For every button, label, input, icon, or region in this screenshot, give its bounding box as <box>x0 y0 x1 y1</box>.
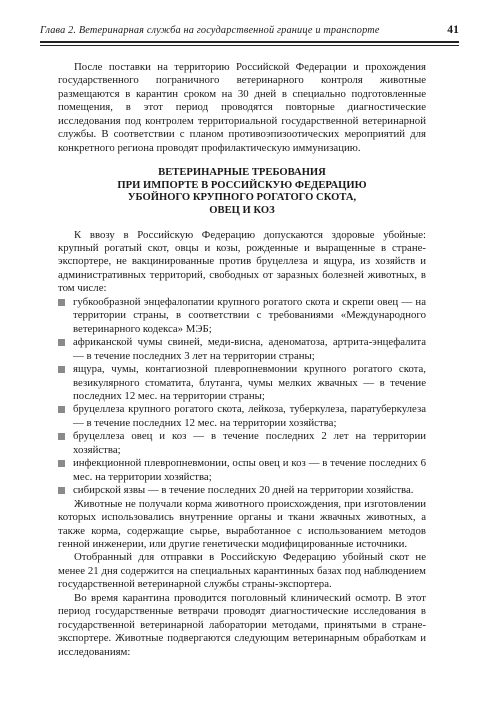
chapter-title: Глава 2. Ветеринарная служба на государственной границе и транспорте <box>40 24 380 36</box>
square-bullet-icon <box>58 406 65 413</box>
list-item <box>58 403 426 430</box>
disease-list <box>58 296 426 498</box>
list-item-text: ящура, чумы, контагиозной плевропневмонии крупного рогатого скота, везикулярного стоматита, блутанга, чумы мелких жвачных — в течение последних 12 мес. на территории страны; <box>73 363 426 402</box>
list-item-text: сибирской язвы — в течение последних 20 дней на территории хозяйства. <box>73 484 414 497</box>
page-number: 41 <box>447 24 459 36</box>
lead-paragraph: К ввозу в Российскую Федерацию допускаются здоровые убойные: крупный рогатый скот, овцы и козы, рожденные и выращенные в стране-экспортере, не вакцинированные против бруцеллеза и ящура, из хозяйств и административных территорий, свободных от заразных болезней животных, в том числе: <box>58 228 426 295</box>
heading-line: ПРИ ИМПОРТЕ В РОССИЙСКУЮ ФЕДЕРАЦИЮ <box>117 179 367 191</box>
square-bullet-icon <box>58 487 65 494</box>
page-body <box>58 61 426 659</box>
list-item <box>58 430 426 457</box>
heading-line: УБОЙНОГО КРУПНОГО РОГАТОГО СКОТА, <box>127 192 357 204</box>
quarantine-paragraph: Отобранный для отправки в Российскую Федерацию убойный скот не менее 21 дня содержится на специальных карантинных базах под наблюдением государственной ветеринарной службы страны-экспортера. <box>58 551 426 591</box>
list-item <box>58 363 426 403</box>
examination-paragraph: Во время карантина проводится поголовный клинический осмотр. В этот период государственные ветврачи проводят диагностические исследования в государственной ветеринарной лаборатории методами, принятыми в стране-экспортере. Животные подвергаются следующим ветеринарным обработкам и исследованиям: <box>58 591 426 658</box>
header-rule-thin <box>40 45 459 46</box>
list-item <box>58 457 426 484</box>
list-item-text: бруцеллеза овец и коз — в течение последних 2 лет на территории хозяйства; <box>73 430 426 456</box>
square-bullet-icon <box>58 339 65 346</box>
header-rule-thick <box>40 41 459 43</box>
list-item-text: бруцеллеза крупного рогатого скота, лейкоза, туберкулеза, паратуберкулеза — в течение последних 12 мес. на территории хозяйства; <box>73 403 426 429</box>
square-bullet-icon <box>58 299 65 306</box>
square-bullet-icon <box>58 460 65 467</box>
list-item-text: инфекционной плевропневмонии, оспы овец и коз — в течение последних 6 мес. на территории хозяйства; <box>73 457 426 483</box>
section-heading <box>58 167 426 217</box>
heading-line: ВЕТЕРИНАРНЫЕ ТРЕБОВАНИЯ <box>158 167 326 179</box>
square-bullet-icon <box>58 433 65 440</box>
list-item <box>58 336 426 363</box>
heading-line: ОВЕЦ И КОЗ <box>209 204 275 216</box>
list-item-text: африканской чумы свиней, меди-висна, аденоматоза, артрита-энцефалита — в течение последних 3 лет на территории страны; <box>73 336 426 362</box>
list-item <box>58 296 426 336</box>
intro-paragraph: После поставки на территорию Российской Федерации и прохождения государственного пограничного ветеринарного контроля животные размещаются в карантин сроком на 30 дней в специально подготовленные помещения, в этот период проводятся повторные диагностические исследования под контролем территориальной государственной ветеринарной службы. В соответствии с планом противоэпизоотических мероприятий для конкретного региона проводят профилактическую иммунизацию. <box>58 61 426 154</box>
running-header <box>40 22 459 38</box>
square-bullet-icon <box>58 366 65 373</box>
list-item <box>58 484 426 497</box>
list-item-text: губкообразной энцефалопатии крупного рогатого скота и скрепи овец — на территории страны, в соответствии с требованиями «Международного ветеринарного кодекса» МЭБ; <box>73 295 426 335</box>
feed-paragraph: Животные не получали корма животного происхождения, при изготовлении которых использовались внутренние органы и ткани жвачных животных, а также корма, содержащие сырье, выработанное с использованием методов генной инженерии, или другие генетически модифицированные источники. <box>58 497 426 550</box>
